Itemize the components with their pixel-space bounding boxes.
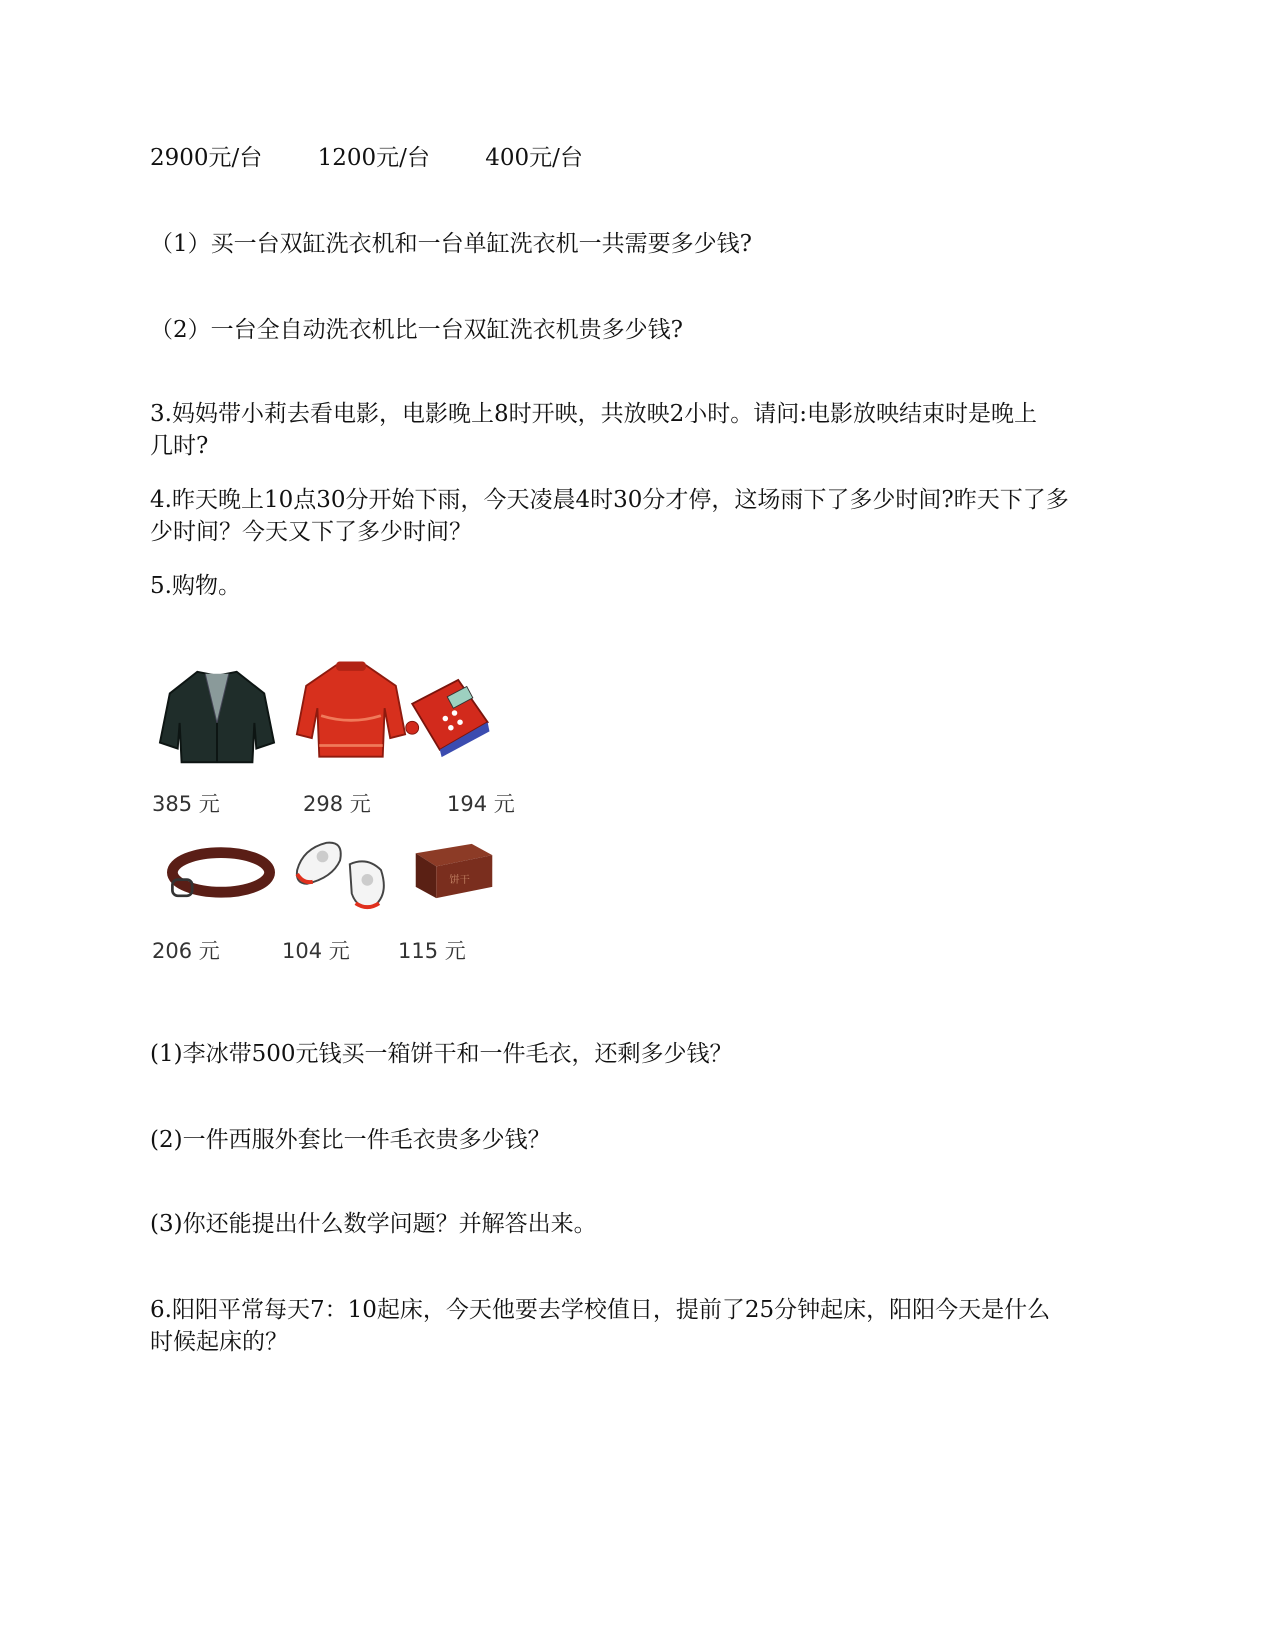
question-6-line2: 时候起床的？ [150, 1329, 288, 1355]
question-5-2: (2)一件西服外套比一件毛衣贵多少钱？ [150, 1127, 551, 1153]
question-3-line1: 3.妈妈带小莉去看电影，电影晚上8时开映，共放映2小时。请问:电影放映结束时是晚上 [150, 401, 1037, 427]
question-3-line2: 几时? [150, 433, 209, 459]
item-price: 206 元 [152, 939, 220, 963]
question-5-3: (3)你还能提出什么数学问题？并解答出来。 [150, 1211, 597, 1237]
box-label: 饼干 [449, 874, 470, 887]
question-5-title: 5.购物。 [150, 573, 241, 599]
item-price: 194 元 [447, 792, 515, 816]
price-other: 400元/台 [485, 145, 583, 171]
question-6-line1: 6.阳阳平常每天7：10起床，今天他要去学校值日，提前了25分钟起床，阳阳今天是什么 [150, 1297, 1051, 1323]
question-2-1: （1）买一台双缸洗衣机和一台单缸洗衣机一共需要多少钱? [150, 231, 752, 257]
item-price: 104 元 [282, 939, 350, 963]
biscuit-box-icon [412, 840, 496, 902]
question-5-1: (1)李冰带500元钱买一箱饼干和一件毛衣，还剩多少钱？ [150, 1041, 733, 1067]
belt-icon [165, 840, 277, 912]
item-price: 298 元 [303, 792, 371, 816]
sweater-icon [295, 655, 407, 767]
telephone-icon [403, 667, 495, 759]
question-4-line1: 4.昨天晚上10点30分开始下雨，今天凌晨4时30分才停，这场雨下了多少时间?昨天下了多 [150, 487, 1069, 513]
washing-machine-prices [150, 142, 631, 174]
shoes-icon [292, 835, 392, 913]
question-4-line2: 少时间？今天又下了多少时间？ [150, 519, 472, 545]
price-double-tub: 2900元/台 [150, 145, 263, 171]
item-price: 115 元 [398, 939, 466, 963]
item-price: 385 元 [152, 792, 220, 816]
question-2-2: （2）一台全自动洗衣机比一台双缸洗衣机贵多少钱? [150, 317, 683, 343]
jacket-icon [158, 662, 276, 774]
price-single-tub: 1200元/台 [317, 145, 430, 171]
